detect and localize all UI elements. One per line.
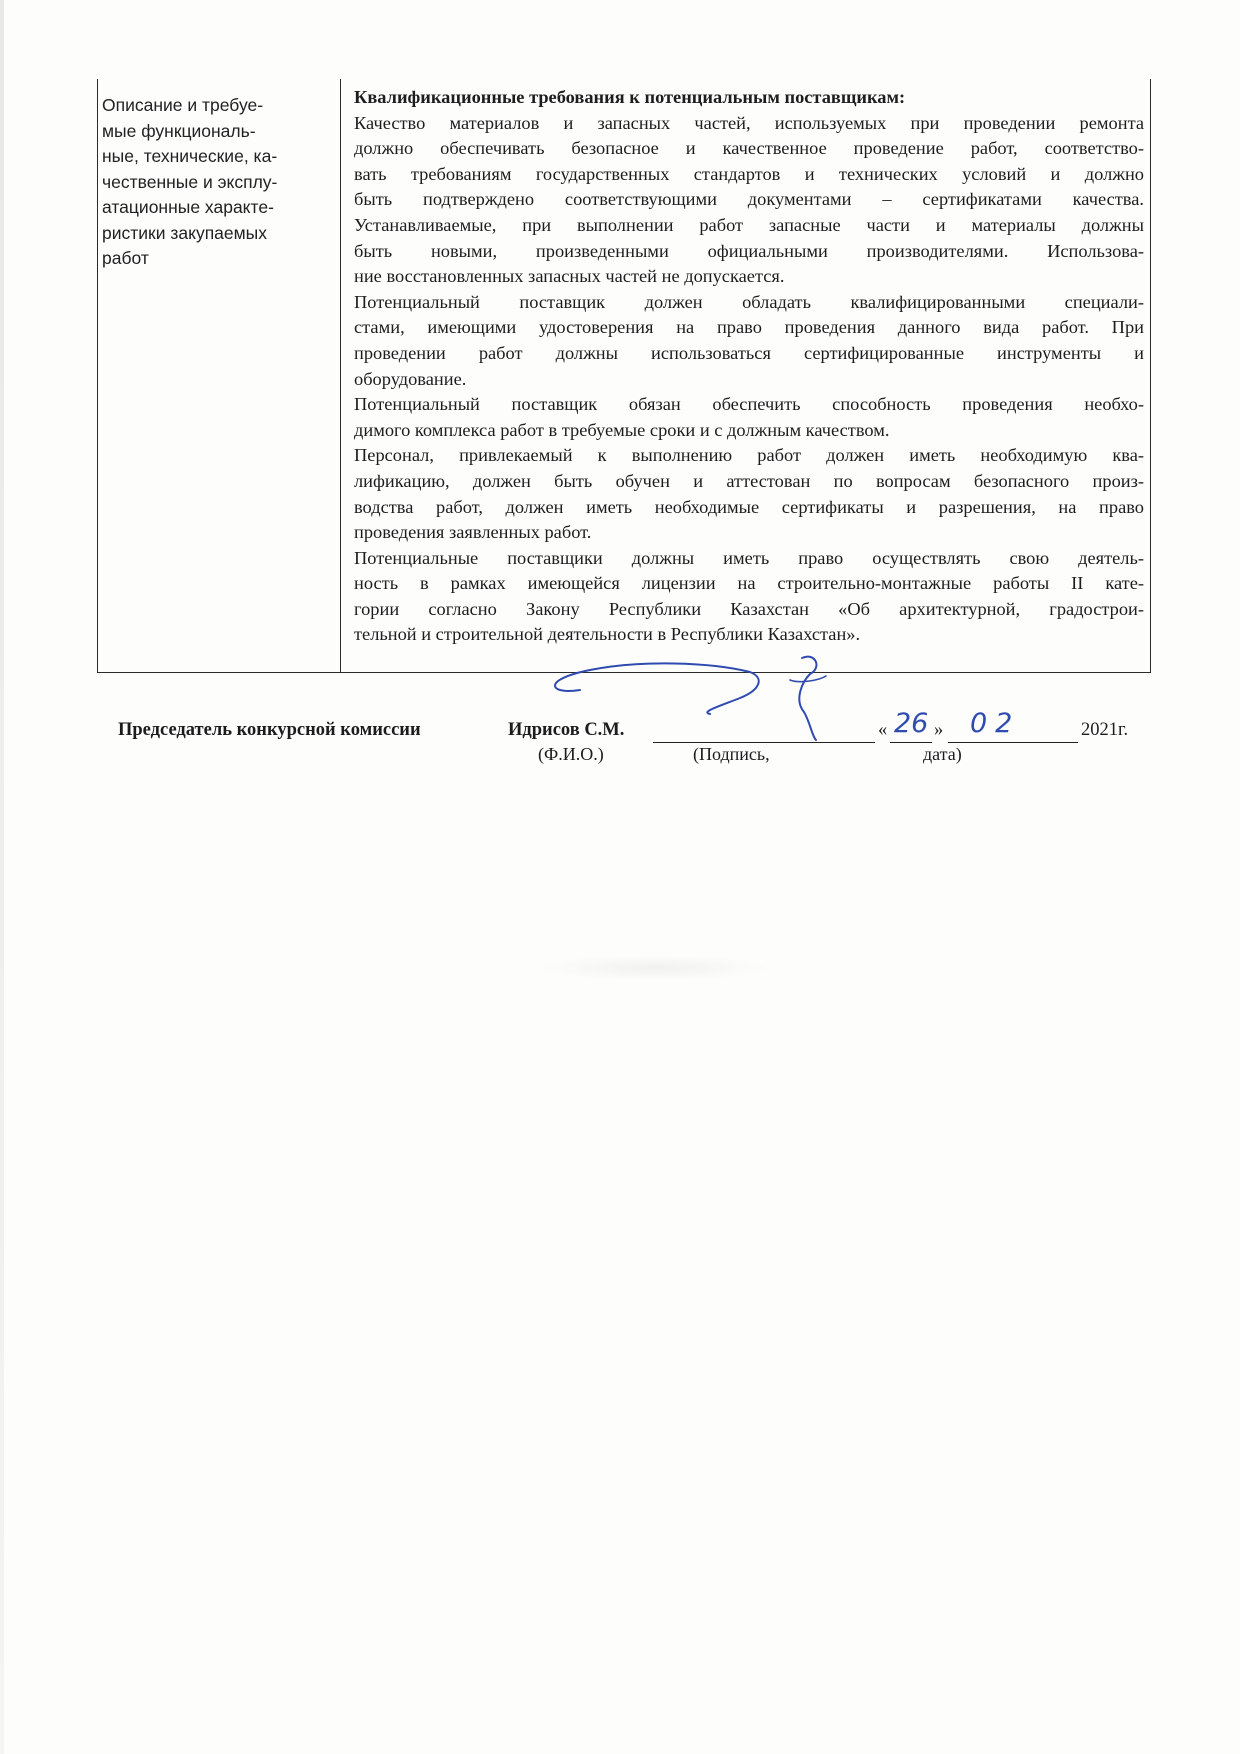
- requirements-line: лификацию, должен быть обучен и аттестован по вопросам безопасного произ-: [354, 470, 1144, 491]
- left-cell-line: Описание и требуе-: [102, 95, 264, 115]
- requirements-table: [97, 79, 1151, 673]
- requirements-line: Потенциальный поставщик должен обладать квалифицированными специали-: [354, 291, 1144, 312]
- requirements-line: гории согласно Закону Республики Казахстан «Об архитектурной, градострои-: [354, 598, 1144, 619]
- left-cell-line: мые функциональ-: [102, 120, 256, 141]
- left-cell-line: ные, технические, ка-: [102, 146, 278, 166]
- requirements-line: проведении работ должны использоваться сертифицированные инструменты и: [354, 342, 1144, 363]
- table-column-divider: [340, 79, 341, 672]
- faint-bleedthrough-mark: [540, 955, 770, 981]
- left-cell-line: работ: [102, 248, 149, 268]
- requirements-line: Персонал, привлекаемый к выполнению работ должен иметь необходимую ква-: [354, 445, 1144, 466]
- left-cell-line: чественные и эксплу-: [102, 171, 278, 192]
- requirements-line: ние восстановленных запасных частей не допускается.: [354, 266, 785, 287]
- requirements-heading: Квалификационные требования к потенциальным поставщикам:: [354, 87, 906, 107]
- requirements-line: Качество материалов и запасных частей, используемых при проведении ремонта: [354, 112, 1144, 133]
- table-right-cell: [354, 85, 1144, 648]
- caption-date: дата): [923, 744, 962, 764]
- date-close-quote: »: [934, 720, 944, 740]
- date-open-quote: «: [878, 720, 888, 740]
- handwritten-date-month: 02: [970, 708, 1021, 739]
- requirements-line: вать требованиям государственных стандартов и технических условий и должно: [354, 163, 1144, 184]
- requirements-line: Устанавливаемые, при выполнении работ запасные части и материалы должны: [354, 214, 1144, 235]
- chairman-name: Идрисов С.М.: [508, 720, 625, 740]
- chairman-label: Председатель конкурсной комиссии: [118, 720, 421, 740]
- requirements-line: быть новыми, произведенными официальными производителями. Использова-: [354, 240, 1144, 261]
- signature-underline: [653, 742, 875, 743]
- requirements-line: Потенциальные поставщики должны иметь право осуществлять свою деятель-: [354, 547, 1144, 568]
- date-month-underline: [948, 742, 1078, 743]
- date-year: 2021г.: [1081, 720, 1129, 740]
- requirements-line: Потенциальный поставщик обязан обеспечить способность проведения необхо-: [354, 394, 1144, 415]
- left-cell-line: ристики закупаемых: [102, 222, 268, 243]
- date-day-underline: [890, 742, 932, 743]
- requirements-line: димого комплекса работ в требуемые сроки и с должным качеством.: [354, 419, 890, 440]
- handwritten-date-day: 26: [894, 708, 929, 739]
- table-left-cell: [102, 93, 334, 272]
- signature-captions: [118, 744, 1138, 770]
- requirements-line: быть подтверждено соответствующими документами – сертификатами качества.: [354, 189, 1144, 210]
- requirements-line: водства работ, должен иметь необходимые сертификаты и разрешения, на право: [354, 496, 1144, 517]
- requirements-line: проведения заявленных работ.: [354, 522, 592, 543]
- requirements-line: стами, имеющими удостоверения на право проведения данного вида работ. При: [354, 317, 1144, 338]
- caption-signature: (Подпись,: [693, 744, 770, 764]
- scan-edge-shadow: [0, 0, 4, 1754]
- left-cell-line: атационные характе-: [102, 197, 274, 217]
- requirements-line: тельной и строительной деятельности в Республики Казахстан».: [354, 624, 861, 645]
- caption-fio: (Ф.И.О.): [538, 744, 604, 764]
- requirements-line: ность в рамках имеющейся лицензии на строительно-монтажные работы II кате-: [354, 573, 1144, 594]
- requirements-line: должно обеспечивать безопасное и качественное проведение работ, соответство-: [354, 138, 1144, 159]
- requirements-line: оборудование.: [354, 368, 467, 389]
